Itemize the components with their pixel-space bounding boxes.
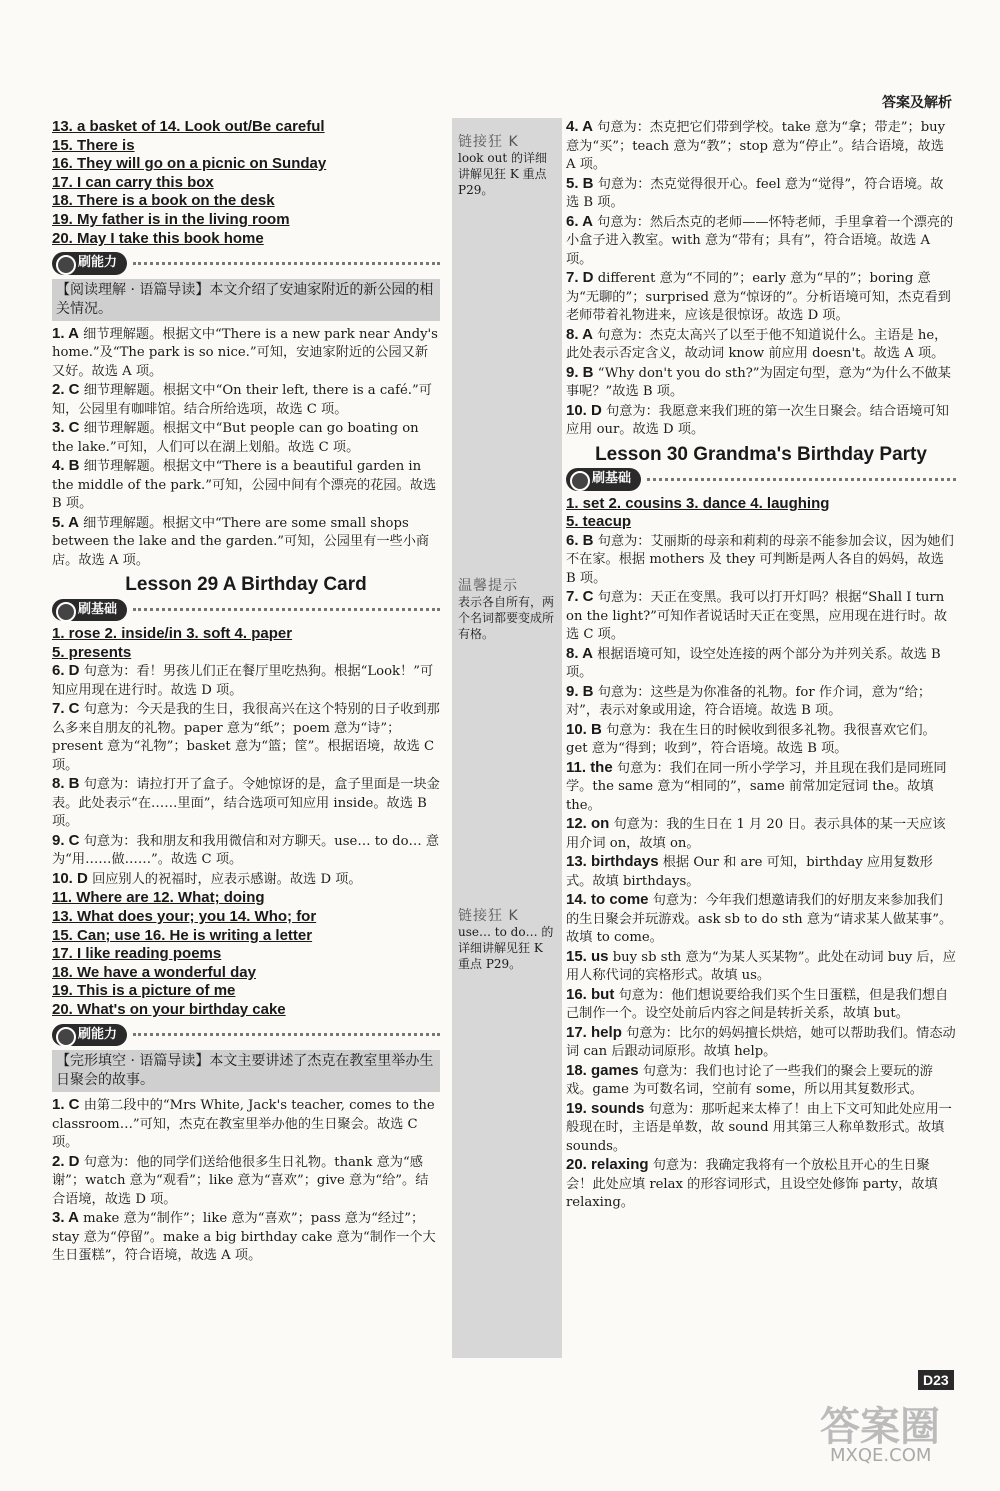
item-number: 13. birthdays (566, 853, 659, 871)
item-text: 句意为：我们也讨论了一些我们的聚会上要玩的游戏。game 为可数名词，空前有 some，所以用其复数形式。 (566, 1063, 933, 1098)
item-number: 5. B (566, 174, 594, 192)
answer-line: 5. presents (52, 643, 132, 661)
item-number: 18. games (566, 1061, 639, 1079)
explanation-item (566, 948, 956, 986)
side-note-title: 链接狂 K (458, 134, 519, 150)
item-number: 2. D (52, 1152, 80, 1170)
item-text: 句意为：我确定我将有一个放松且开心的生日聚会！此处应填 relax 的形容词形式，且设空处修饰 party，故填 relaxing。 (566, 1158, 938, 1211)
answer-line: 13. a basket of 14. Look out/Be careful (52, 118, 325, 135)
item-text: 根据语境可知，设空处连接的两个部分为并列关系。故选 B 项。 (566, 646, 941, 681)
side-note-text: use… to do… 的详细讲解见狂 K 重点 P29。 (458, 925, 554, 971)
explanation-item (566, 721, 956, 759)
item-text: 句意为：天正在变黑。我可以打开灯吗？根据“Shall I turn on the light?”可知作者说话时天正在变黑，应用现在进行时。故选 C 项。 (566, 590, 948, 643)
item-number: 16. but (566, 985, 615, 1003)
item-number: 7. C (52, 700, 80, 718)
item-number: 10. B (566, 720, 602, 738)
item-text: 句意为：艾丽斯的母亲和莉莉的母亲不能参加会议，因为她们不在家。根据 mothers 及 they 可判断是两人各自的妈妈，故选 B 项。 (566, 533, 954, 586)
item-text: buy sb sth 意为“为某人买某物”。此处在动词 buy 后，应用人称代词的宾格形式。故填 us。 (566, 949, 956, 984)
section-badge (52, 1024, 440, 1047)
item-text: 句意为：他的同学们送给他很多生日礼物。thank 意为“感谢”；watch 意为“观看”；like 意为“喜欢”；give 意为“给”。结合语境，故选 D 项。 (52, 1154, 429, 1207)
divider (133, 1033, 440, 1036)
explanation-item (566, 853, 956, 891)
section-badge (52, 599, 440, 622)
item-number: 9. B (566, 682, 594, 700)
item-text: 句意为：请拉打开了盒子。令她惊讶的是，盒子里面是一块金表。此处表示“在……里面”，结合选项可知应用 inside。故选 B 项。 (52, 777, 440, 830)
explanation-item (566, 175, 956, 213)
item-number: 12. on (566, 815, 610, 833)
explanation-item (566, 1024, 956, 1062)
explanation-item (566, 1100, 956, 1157)
explanation-item (566, 645, 956, 683)
item-text: 句意为：我愿意来我们班的第一次生日聚会。结合语境可知应用 our。故选 D 项。 (566, 403, 949, 437)
answer-line: 18. We have a wonderful day (52, 963, 256, 981)
page-number: D23 (918, 1370, 954, 1390)
answer-line: 1. rose 2. inside/in 3. soft 4. paper (52, 625, 293, 643)
right-column (566, 118, 956, 1213)
divider (133, 262, 440, 265)
item-number: 19. sounds (566, 1099, 645, 1117)
item-number: 4. B (52, 457, 80, 475)
explanation-item (566, 364, 956, 402)
watermark-url: MXQE.COM (830, 1445, 932, 1466)
item-number: 9. C (52, 831, 80, 849)
side-note-1 (452, 130, 562, 202)
explanation-item (52, 700, 440, 775)
side-notes (452, 118, 562, 1358)
item-text: 句意为：杰克太高兴了以至于他不知道说什么。主语是 he，此处表示否定含义，故动词 know 前应用 doesn't。故选 A 项。 (566, 327, 948, 361)
item-text: 句意为：我和朋友和我用微信和对方聊天。use… to do… 意为“用……做……”。故选 C 项。 (52, 833, 440, 868)
explanation-item (566, 815, 956, 853)
explanation-item (566, 1062, 956, 1100)
answer-line: 19. This is a picture of me (52, 982, 236, 1000)
item-text: 句意为：看！男孩儿们正在餐厅里吃热狗。根据“Look！”可知应用现在进行时。故选 D 项。 (52, 664, 434, 698)
answer-line: 18. There is a book on the desk (52, 192, 275, 210)
answer-line: 11. Where are 12. What; doing (52, 889, 265, 907)
lesson-title: Lesson 30 Grandma's Birthday Party (595, 443, 927, 465)
explanation-item (52, 662, 440, 700)
item-number: 10. D (52, 869, 88, 887)
answer-line: 15. There is (52, 136, 135, 154)
item-text: 细节理解题。根据文中“On their left, there is a café.”可知，公园里有咖啡馆。结合所给选项，故选 C 项。 (52, 383, 432, 417)
section-badge-label: 刷基础 (566, 468, 641, 491)
explanation-item (566, 402, 956, 440)
explanation-item (52, 457, 440, 514)
explanation-item (566, 326, 956, 364)
explanation-item (566, 269, 956, 326)
item-number: 3. C (52, 419, 80, 437)
section-badge (566, 468, 956, 491)
answer-line: 16. They will go on a picnic on Sunday (52, 155, 327, 173)
item-number: 20. relaxing (566, 1156, 649, 1174)
explanation-item (52, 325, 440, 382)
side-note-text: 表示各自所有，两个名词都要变成所有格。 (458, 595, 555, 641)
item-text: 细节理解题。根据文中“But people can go boating on the lake.”可知，人们可以在湖上划船。故选 C 项。 (52, 421, 419, 455)
item-text: 句意为：杰克觉得很开心。feel 意为“觉得”，符合语境。故选 B 项。 (566, 176, 944, 210)
item-number: 4. A (566, 118, 593, 135)
section-badge-label: 刷能力 (52, 252, 127, 275)
item-text: 句意为：那听起来太棒了！由上下文可知此处应用一般现在时，主语是单数，故 sound 用其第三人称单数形式。故填 sounds。 (566, 1101, 952, 1154)
answer-line: 17. I like reading poems (52, 945, 222, 963)
item-text: 细节理解题。根据文中“There is a new park near Andy's home.”及“The park is so nice.”可知，安迪家附近的公园又新又好。故选 A 项。 (52, 326, 438, 379)
answer-line: 17. I can carry this box (52, 173, 214, 191)
item-text: 句意为：杰克把它们带到学校。take 意为“拿；带走”；buy 意为“买”；teach 意为“教”；stop 意为“停止”。结合语境，故选 A 项。 (566, 120, 946, 172)
explanation-item (566, 1156, 956, 1213)
item-text: 回应别人的祝福时，应表示感谢。故选 D 项。 (92, 871, 362, 887)
item-number: 8. B (52, 775, 80, 793)
explanation-item (52, 1096, 440, 1153)
item-text: 句意为：我们在同一所小学学习，并且现在我们是同班同学。the same 意为“相同的”，same 前常加定冠词 the。故填 the。 (566, 760, 947, 813)
answer-line: 20. What's on your birthday cake (52, 1000, 286, 1018)
item-text: 细节理解题。根据文中“There is a beautiful garden in the middle of the park.”可知，公园中间有个漂亮的花园。故选 B 项。 (52, 459, 437, 512)
item-text: 句意为：今年我们想邀请我们的好朋友来参加我们的生日聚会并玩游戏。ask sb to do sth 意为“请求某人做某事”。故填 to come。 (566, 893, 953, 946)
item-text: 句意为：比尔的妈妈擅长烘焙，她可以帮助我们。情态动词 can 后跟动词原形。故填 help。 (566, 1025, 956, 1060)
item-text: make 意为“制作”；like 意为“喜欢”；pass 意为“经过”；stay 意为“停留”。make a big birthday cake 意为“制作一个大生日蛋糕”，符合语境，故选 A 项。 (52, 1211, 436, 1263)
explanation-item (566, 588, 956, 645)
explanation-item (52, 832, 440, 870)
item-number: 15. us (566, 947, 609, 965)
item-number: 1. C (52, 1096, 80, 1113)
left-column (52, 118, 440, 1266)
side-note-text: look out 的详细讲解见狂 K 重点 P29。 (458, 151, 547, 197)
item-number: 1. A (52, 324, 79, 342)
answer-line: 1. set 2. cousins 3. dance 4. laughing (566, 494, 830, 512)
explanation-item (566, 118, 956, 175)
explanation-item (566, 532, 956, 589)
explanation-item (52, 381, 440, 419)
item-text: 句意为：他们想说要给我们买个生日蛋糕，但是我们想自己制作一个。设空处前后内容之间是转折关系，故填 but。 (566, 987, 949, 1022)
item-text: 句意为：我在生日的时候收到很多礼物。我很喜欢它们。get 意为“得到；收到”，符合语境。故选 B 项。 (566, 722, 936, 757)
explanation-item (52, 1153, 440, 1210)
explanation-item (52, 514, 440, 571)
divider (133, 608, 440, 611)
item-number: 17. help (566, 1023, 622, 1041)
page-header: 答案及解析 (882, 95, 952, 111)
answer-line: 19. My father is in the living room (52, 210, 290, 228)
item-text: 由第二段中的“Mrs White, Jack's teacher, comes to the classroom…”可知，杰克在教室里举办他的生日聚会。故选 C 项。 (52, 1098, 435, 1150)
answer-line: 20. May I take this book home (52, 229, 264, 247)
explanation-item (566, 683, 956, 721)
item-number: 5. A (52, 513, 79, 531)
divider (647, 478, 956, 481)
item-text: 根据 Our 和 are 可知，birthday 应用复数形式。故填 birthdays。 (566, 855, 933, 889)
item-number: 7. D (566, 269, 594, 286)
item-text: 句意为：然后杰克的老师——怀特老师，手里拿着一个漂亮的小盒子进入教室。with 意为“带有；具有”，符合语境。故选 A 项。 (566, 214, 954, 267)
item-text: 句意为：这些是为你准备的礼物。for 作介词，意为“给；对”，表示对象或用途，符合语境。故选 B 项。 (566, 684, 932, 719)
side-note-title: 温馨提示 (458, 578, 518, 594)
explanation-item (566, 986, 956, 1024)
answer-line: 5. teacup (566, 513, 632, 531)
explanation-item (52, 1209, 440, 1266)
answer-line: 13. What does your; you 14. Who; for (52, 907, 317, 925)
item-number: 6. B (566, 531, 594, 549)
item-number: 8. A (566, 325, 593, 343)
passage-guide: 【阅读理解 · 语篇导读】本文介绍了安迪家附近的新公园的相关情况。 (52, 279, 440, 321)
explanation-item (566, 891, 956, 948)
explanation-item (566, 213, 956, 270)
item-number: 10. D (566, 401, 602, 419)
explanation-item (52, 775, 440, 832)
item-number: 3. A (52, 1209, 79, 1226)
side-note-title: 链接狂 K (458, 908, 519, 924)
item-text: 细节理解题。根据文中“There are some small shops between the lake and the garden.”可知，公园里有一些小商店。故选 A 项。 (52, 515, 430, 568)
side-note-3 (452, 904, 562, 976)
item-number: 2. C (52, 381, 80, 399)
answer-line: 15. Can; use 16. He is writing a letter (52, 926, 313, 944)
item-text: different 意为“不同的”；early 意为“早的”；boring 意为“无聊的”；surprised 意为“惊讶的”。分析语境可知，杰克看到老师带着礼物进来，应该是很惊讶。故选 D 项。 (566, 271, 951, 323)
passage-guide: 【完形填空 · 语篇导读】本文主要讲述了杰克在教室里举办生日聚会的故事。 (52, 1050, 440, 1092)
item-number: 7. C (566, 588, 594, 606)
lesson-title: Lesson 29 A Birthday Card (125, 574, 367, 596)
item-number: 8. A (566, 644, 593, 662)
section-badge (52, 252, 440, 275)
explanation-item (52, 419, 440, 457)
item-text: “Why don't you do sth?”为固定句型，意为“为什么不做某事呢？”故选 B 项。 (566, 365, 951, 399)
explanation-item (566, 759, 956, 816)
item-number: 14. to come (566, 891, 649, 909)
item-number: 6. D (52, 662, 80, 680)
item-text: 句意为：今天是我的生日，我很高兴在这个特别的日子收到那么多来自朋友的礼物。paper 意为“纸”；poem 意为“诗”；present 意为“礼物”；basket 意为“篮；筐”。根据语境，故选 C 项。 (52, 702, 440, 773)
explanation-item (52, 870, 440, 890)
item-number: 6. A (566, 212, 593, 230)
section-badge-label: 刷能力 (52, 1024, 127, 1047)
item-number: 9. B (566, 363, 594, 381)
side-note-2 (452, 574, 562, 646)
item-text: 句意为：我的生日在 1 月 20 日。表示具体的某一天应该用介词 on，故填 on。 (566, 817, 946, 851)
watermark-logo: 答案圈 (820, 1404, 940, 1450)
item-number: 11. the (566, 758, 613, 776)
section-badge-label: 刷基础 (52, 599, 127, 622)
